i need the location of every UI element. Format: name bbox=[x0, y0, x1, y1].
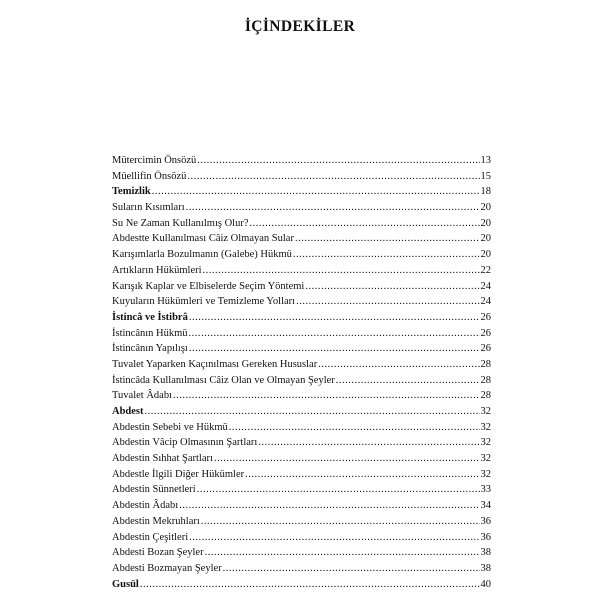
toc-entry-page-number: 22 bbox=[480, 264, 491, 276]
toc-entry-label: Abdesti Bozmayan Şeyler bbox=[112, 562, 222, 574]
toc-entry-label: Gusül bbox=[112, 578, 139, 590]
toc-entry bbox=[112, 357, 491, 373]
dot-leader bbox=[245, 467, 479, 483]
toc-entry-label: Karışımlarla Bozulmanın (Galebe) Hükmü bbox=[112, 249, 292, 261]
toc-entry-page-number: 28 bbox=[480, 390, 491, 402]
toc-entry bbox=[112, 561, 491, 577]
toc-entry-page-number: 36 bbox=[480, 531, 491, 543]
toc-entry bbox=[112, 388, 491, 404]
toc-entry bbox=[112, 263, 491, 279]
toc-entry-page-number: 20 bbox=[480, 233, 491, 245]
toc-entry bbox=[112, 326, 491, 342]
toc-entry-page-number: 32 bbox=[480, 468, 491, 480]
toc-entry-page-number: 34 bbox=[480, 500, 491, 512]
toc-entry-page-number: 28 bbox=[480, 374, 491, 386]
toc-entry-label: İstincâda Kullanılması Câiz Olan ve Olmayan Şeyler bbox=[112, 374, 335, 386]
toc-entry-label: Abdest bbox=[112, 406, 144, 417]
toc-entry bbox=[112, 294, 491, 310]
toc-entry-page-number: 36 bbox=[480, 515, 491, 527]
toc-entry-page-number: 24 bbox=[480, 280, 491, 292]
dot-leader bbox=[197, 153, 479, 169]
toc-entry bbox=[112, 514, 491, 530]
toc-entry-page-number: 32 bbox=[480, 453, 491, 465]
dot-leader bbox=[305, 279, 479, 295]
dot-leader bbox=[293, 247, 480, 263]
dot-leader bbox=[296, 294, 479, 310]
dot-leader bbox=[173, 388, 480, 404]
dot-leader bbox=[214, 451, 480, 467]
toc-entry-page-number: 38 bbox=[480, 562, 491, 574]
toc-section-heading bbox=[112, 577, 491, 593]
toc-entry-label: Abdesti Bozan Şeyler bbox=[112, 547, 204, 559]
page-title: İÇİNDEKİLER bbox=[244, 18, 356, 35]
toc-entry-page-number: 32 bbox=[480, 437, 491, 449]
table-of-contents bbox=[112, 153, 491, 592]
toc-entry-page-number: 26 bbox=[480, 311, 491, 323]
toc-entry bbox=[112, 498, 491, 514]
toc-entry-label: Abdestin Sebebi ve Hükmü bbox=[112, 421, 228, 433]
dot-leader bbox=[189, 530, 479, 546]
toc-entry-label: Temizlik bbox=[112, 186, 151, 198]
dot-leader bbox=[179, 498, 479, 514]
dot-leader bbox=[189, 310, 480, 326]
dot-leader bbox=[187, 169, 479, 185]
dot-leader bbox=[336, 373, 480, 389]
dot-leader bbox=[201, 514, 480, 530]
toc-entry bbox=[112, 420, 491, 436]
toc-entry-label: Abdestin Vâcip Olmasının Şartları bbox=[112, 437, 258, 449]
toc-entry-label: Suların Kısımları bbox=[112, 202, 185, 214]
dot-leader bbox=[205, 545, 480, 561]
toc-entry bbox=[112, 467, 491, 483]
toc-entry-page-number: 40 bbox=[480, 578, 491, 590]
toc-entry-page-number: 26 bbox=[480, 343, 491, 355]
toc-entry-label: Tuvalet Âdabı bbox=[112, 390, 172, 402]
toc-entry bbox=[112, 530, 491, 546]
toc-entry-page-number: 24 bbox=[480, 296, 491, 308]
toc-entry bbox=[112, 279, 491, 295]
dot-leader bbox=[295, 231, 480, 247]
toc-entry-page-number: 20 bbox=[480, 217, 491, 229]
dot-leader bbox=[223, 561, 480, 577]
dot-leader bbox=[318, 357, 479, 373]
toc-entry-page-number: 13 bbox=[480, 155, 491, 166]
dot-leader bbox=[197, 482, 480, 498]
toc-entry-label: Abdestin Âdabı bbox=[112, 500, 179, 512]
toc-entry-page-number: 18 bbox=[480, 186, 491, 198]
dot-leader bbox=[140, 577, 480, 593]
toc-entry-label: Mütercimin Önsözü bbox=[112, 155, 197, 166]
toc-entry bbox=[112, 169, 491, 185]
toc-entry bbox=[112, 435, 491, 451]
toc-entry-label: Abdestle İlgili Diğer Hükümler bbox=[112, 468, 245, 480]
toc-entry-page-number: 32 bbox=[480, 421, 491, 433]
toc-entry bbox=[112, 200, 491, 216]
toc-entry bbox=[112, 545, 491, 561]
toc-entry-label: Karışık Kaplar ve Elbiselerde Seçim Yöntemi bbox=[112, 280, 305, 292]
toc-entry-page-number: 38 bbox=[480, 547, 491, 559]
toc-entry-page-number: 15 bbox=[480, 170, 491, 182]
toc-entry-label: Artıkların Hükümleri bbox=[112, 264, 202, 276]
toc-entry-page-number: 33 bbox=[480, 484, 491, 496]
dot-leader bbox=[258, 435, 479, 451]
toc-entry-label: Tuvalet Yaparken Kaçınılması Gereken Hususlar bbox=[112, 358, 318, 370]
dot-leader bbox=[229, 420, 480, 436]
toc-entry-label: İstincânın Yapılışı bbox=[112, 343, 188, 355]
toc-entry-label: Abdestin Sıhhat Şartları bbox=[112, 453, 213, 465]
toc-entry bbox=[112, 482, 491, 498]
dot-leader bbox=[249, 216, 479, 232]
toc-entry-page-number: 32 bbox=[480, 406, 491, 417]
toc-entry-label: Su Ne Zaman Kullanılmış Olur? bbox=[112, 217, 249, 229]
dot-leader bbox=[189, 341, 480, 357]
toc-entry-page-number: 28 bbox=[480, 358, 491, 370]
toc-entry bbox=[112, 153, 491, 169]
dot-leader bbox=[203, 263, 480, 279]
toc-entry-page-number: 20 bbox=[480, 202, 491, 214]
toc-entry-label: Müellifin Önsözü bbox=[112, 170, 187, 182]
toc-section-heading bbox=[112, 310, 491, 326]
toc-entry bbox=[112, 373, 491, 389]
toc-entry-label: Abdestte Kullanılması Câiz Olmayan Sular bbox=[112, 233, 294, 245]
toc-section-heading bbox=[112, 184, 491, 200]
toc-entry-label: Abdestin Mekruhları bbox=[112, 515, 200, 527]
toc-entry bbox=[112, 341, 491, 357]
toc-entry bbox=[112, 231, 491, 247]
dot-leader bbox=[186, 200, 480, 216]
toc-entry-label: İstincânın Hükmü bbox=[112, 327, 188, 339]
toc-entry bbox=[112, 451, 491, 467]
toc-entry-label: İstincâ ve İstibrâ bbox=[112, 311, 188, 323]
toc-section-heading bbox=[112, 404, 491, 420]
toc-entry-label: Abdestin Çeşitleri bbox=[112, 531, 189, 543]
toc-entry-page-number: 26 bbox=[480, 327, 491, 339]
toc-entry bbox=[112, 247, 491, 263]
dot-leader bbox=[189, 326, 480, 342]
toc-entry-page-number: 20 bbox=[480, 249, 491, 261]
dot-leader bbox=[145, 404, 480, 420]
dot-leader bbox=[152, 184, 480, 200]
toc-entry-label: Abdestin Sünnetleri bbox=[112, 484, 196, 496]
toc-entry-label: Kuyuların Hükümleri ve Temizleme Yolları bbox=[112, 296, 296, 308]
toc-entry bbox=[112, 216, 491, 232]
